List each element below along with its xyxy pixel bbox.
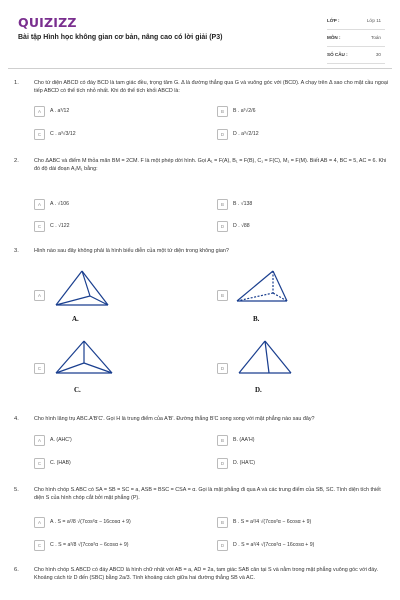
option-text: A . a³/12 xyxy=(50,107,70,114)
question-4 xyxy=(14,416,390,476)
option-a[interactable] xyxy=(34,435,72,446)
option-c[interactable] xyxy=(34,458,71,469)
option-a[interactable] xyxy=(34,106,69,117)
option-b[interactable] xyxy=(217,199,252,210)
meta-info xyxy=(327,13,385,64)
option-text: A . S = a²/8 √(7cos²α − 16cosα + 9) xyxy=(50,518,131,525)
question-text: Cho tứ diện ABCD có đáy BCD là tam giác đều, trọng tâm G. Δ là đường thẳng qua G và vuông góc với (BCD). A chạy trên Δ sao cho mặt cầu ngoại tiếp ABCD có thể tích nhỏ nhất. Khi đó thể tích khối ABCD là: xyxy=(34,80,389,94)
option-key[interactable]: B xyxy=(217,517,228,528)
question-number: 5. xyxy=(14,487,19,493)
option-c[interactable] xyxy=(34,129,76,140)
question-text: Cho hình chóp S.ABCD có đáy ABCD là hình chữ nhật với AB = a, AD = 2a, tam giác SAB cân tại S và nằm trong mặt phẳng vuông góc với đáy. Khoảng cách từ D đến (SBC) bằng 2a/3. Tính khoảng cách giữa hai đường thẳng SB và AC. xyxy=(34,567,379,581)
option-text: D . √88 xyxy=(233,222,250,229)
meta-label: LỚP : xyxy=(327,17,340,23)
option-text: B . √138 xyxy=(233,200,253,207)
meta-row-subject xyxy=(327,30,385,47)
tetrahedron-figure-d xyxy=(235,339,295,381)
option-key[interactable]: A xyxy=(34,199,45,210)
option-key[interactable]: C xyxy=(34,221,45,232)
question-text: Hình nào sau đây không phải là hình biểu diễn của một tứ diện trong không gian? xyxy=(34,248,229,254)
option-d[interactable] xyxy=(217,221,250,232)
option-key[interactable]: C xyxy=(34,540,45,551)
option-text: D . S = a²/4 √(7cos²α − 16cosα + 9) xyxy=(233,541,315,548)
option-key[interactable]: D xyxy=(217,221,228,232)
question-number: 4. xyxy=(14,416,19,422)
option-text: C. (HAB) xyxy=(50,459,71,466)
option-text: D . a³√2/12 xyxy=(233,130,259,137)
tetrahedron-figure-b xyxy=(233,269,291,311)
meta-row-class xyxy=(327,13,385,30)
question-number: 2. xyxy=(14,158,19,164)
document-header xyxy=(0,0,400,68)
option-text: B. (AA'H) xyxy=(233,436,255,443)
question-5 xyxy=(14,487,390,557)
question-1 xyxy=(14,80,390,150)
question-number: 6. xyxy=(14,567,19,573)
option-b[interactable] xyxy=(217,290,387,332)
option-text: C . S = a²/8 √(7cos²α − 6cosα + 9) xyxy=(50,541,129,548)
option-d[interactable] xyxy=(217,458,255,469)
figure-caption: D. xyxy=(255,386,262,394)
header-divider xyxy=(8,68,392,69)
option-key[interactable]: B xyxy=(217,106,228,117)
option-text: B . S = a²/4 √(7cos²α − 6cosα + 9) xyxy=(233,518,312,525)
tetrahedron-figure-c xyxy=(52,339,116,381)
question-number: 3. xyxy=(14,248,19,254)
meta-row-count xyxy=(327,47,385,64)
option-key[interactable]: A xyxy=(34,517,45,528)
option-text: C . √122 xyxy=(50,222,70,229)
option-key[interactable]: C xyxy=(34,458,45,469)
figure-caption: C. xyxy=(74,386,81,394)
option-b[interactable] xyxy=(217,435,254,446)
option-key[interactable]: B xyxy=(217,435,228,446)
option-key[interactable]: A xyxy=(34,435,45,446)
option-c[interactable] xyxy=(34,540,128,551)
option-d[interactable] xyxy=(217,129,259,140)
option-key[interactable]: B xyxy=(217,199,228,210)
option-key[interactable]: B xyxy=(217,290,228,301)
option-a[interactable] xyxy=(34,199,69,210)
figure-caption: A. xyxy=(72,315,79,323)
option-text: B . a³√2/6 xyxy=(233,107,256,114)
question-2 xyxy=(14,158,390,238)
option-a[interactable] xyxy=(34,517,131,528)
option-key[interactable]: D xyxy=(217,458,228,469)
question-text: Cho ΔABC và điểm M thỏa mãn BM = 2CM. F là một phép dời hình. Gọi A₁ = F(A), B₁ = F(B), C₁ = F(C), M₁ = F(M). Biết AB = 4, BC = 5, AC = 6. Khi đó độ dài đoạn A₁M₁ bằng: xyxy=(34,158,387,172)
option-d[interactable] xyxy=(217,363,387,405)
quizizz-logo: QUIZIZZ xyxy=(18,15,77,30)
tetrahedron-figure-a xyxy=(52,269,112,311)
option-key[interactable]: A xyxy=(34,106,45,117)
question-3 xyxy=(14,248,390,403)
option-a[interactable] xyxy=(34,290,214,332)
option-key[interactable]: D xyxy=(217,129,228,140)
option-b[interactable] xyxy=(217,517,311,528)
option-text: A . √106 xyxy=(50,200,69,207)
option-key[interactable]: D xyxy=(217,540,228,551)
option-c[interactable] xyxy=(34,363,214,405)
meta-value: Toán xyxy=(371,34,381,40)
meta-label: MÔN : xyxy=(327,34,341,40)
question-text: Cho hình lăng trụ ABC.A'B'C'. Gọi H là trung điểm của A'B'. Đường thẳng B'C song song với mặt phẳng nào sau đây? xyxy=(34,416,315,422)
meta-value: Lớp 11 xyxy=(366,17,381,23)
figure-caption: B. xyxy=(253,315,260,323)
option-text: D. (HA'C) xyxy=(233,459,256,466)
option-b[interactable] xyxy=(217,106,255,117)
option-key[interactable]: C xyxy=(34,129,45,140)
option-text: C . a³√3/12 xyxy=(50,130,76,137)
meta-label: SỐ CÂU : xyxy=(327,51,348,57)
option-key[interactable]: C xyxy=(34,363,45,374)
meta-value: 30 xyxy=(375,51,381,57)
option-text: A. (AHC') xyxy=(50,436,72,443)
question-text: Cho hình chóp S.ABC có SA = SB = SC = a, ASB = BSC = CSA = α. Gọi là mặt phẳng đi qua A và các trung điểm của SB, SC. Tính diện tích thiết diện S của hình chóp cắt bởi mặt phẳng (P). xyxy=(34,487,381,501)
option-c[interactable] xyxy=(34,221,70,232)
question-number: 1. xyxy=(14,80,19,86)
option-d[interactable] xyxy=(217,540,314,551)
question-6 xyxy=(14,567,390,595)
page-title: Bài tập Hình học không gian cơ bản, nâng cao có lời giải (P3) xyxy=(18,34,223,41)
option-key[interactable]: D xyxy=(217,363,228,374)
option-key[interactable]: A xyxy=(34,290,45,301)
